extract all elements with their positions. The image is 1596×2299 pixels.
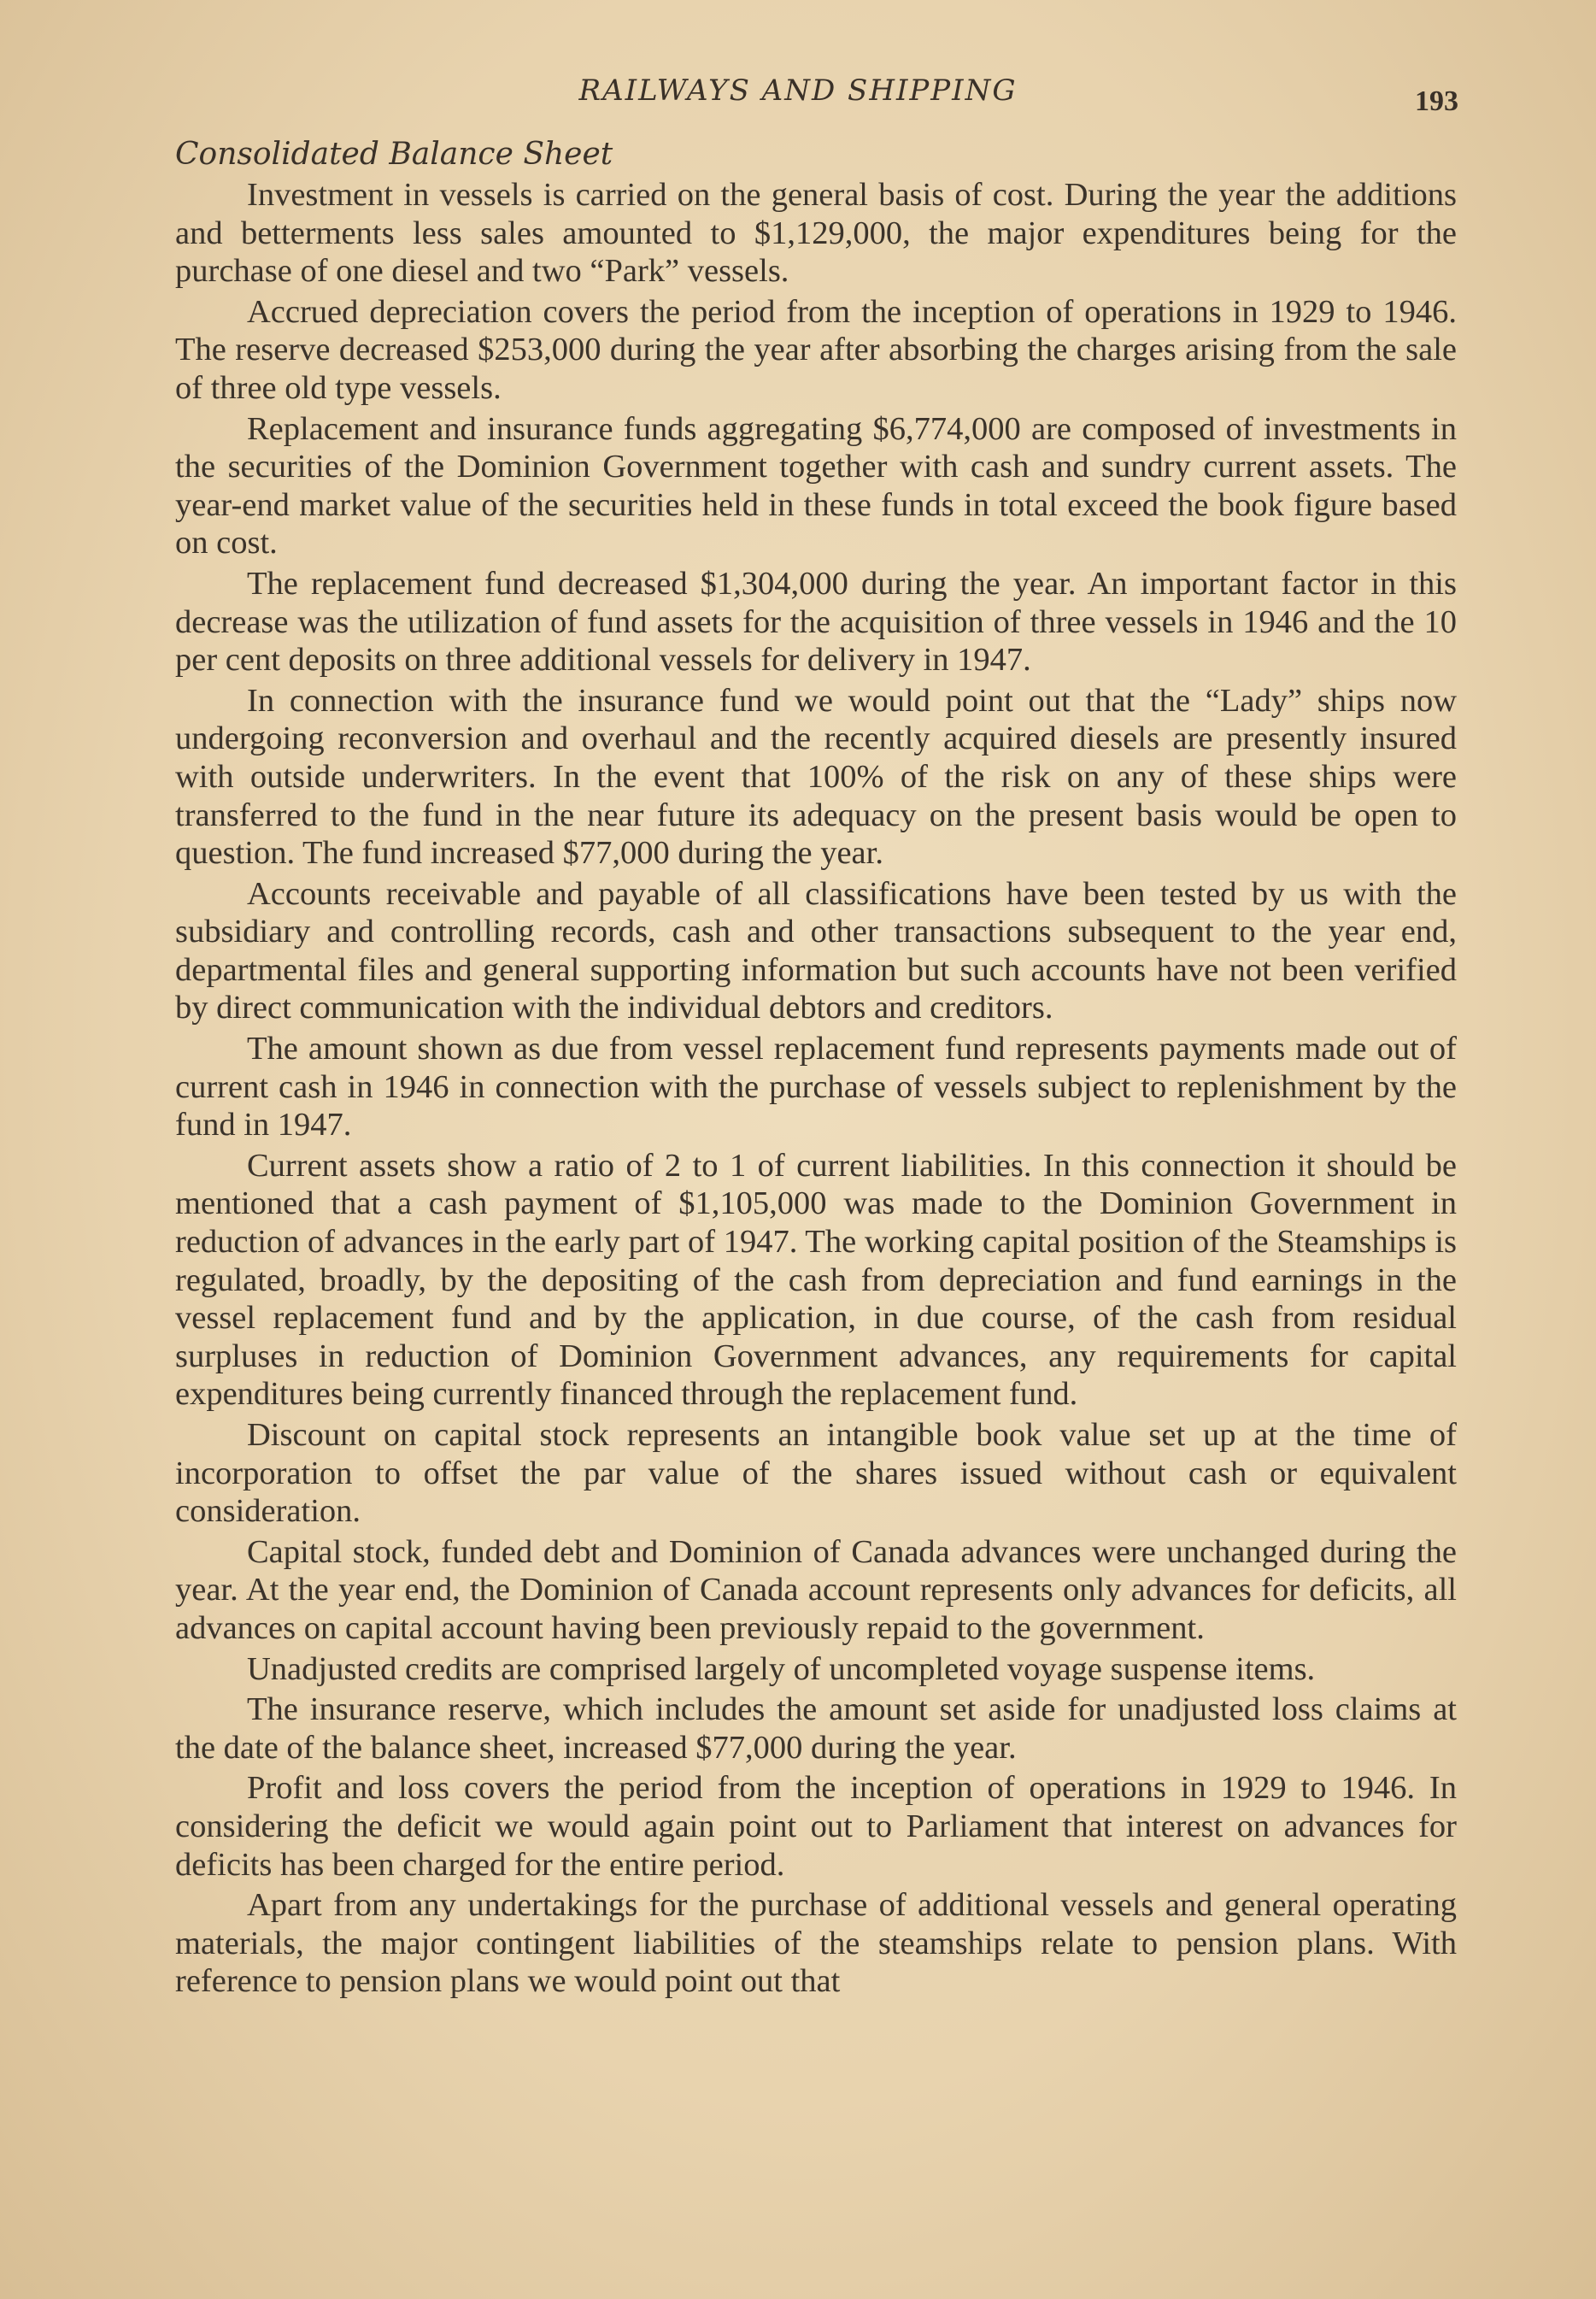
paragraph: Current assets show a ratio of 2 to 1 of current liabilities. In this connection it should be mentioned that a cash payment of $1,105,000 was made to the Dominion Government in reduction of advances in the early part of 1947. The working capital position of the Steamships is regulated, broadly, by the depositing of the cash from depreciation and fund earnings in the vessel replacement fund and by the application, in due course, of the cash from residual surpluses in reduction of Dominion Government advances, any requirements for capital expenditures being currently financed through the replacement fund.	[175, 1147, 1457, 1413]
section-title: Consolidated Balance Sheet	[175, 137, 613, 172]
paragraph: Discount on capital stock represents an intangible book value set up at the time of incorporation to offset the par value of the shares issued without cash or equivalent consideration.	[175, 1417, 1457, 1530]
page-number: 193	[1415, 85, 1458, 117]
paragraph: Profit and loss covers the period from the inception of operations in 1929 to 1946. In considering the deficit we would again point out to Parliament that interest on advances for deficits has been charged for the entire period.	[175, 1770, 1457, 1883]
paragraph: In connection with the insurance fund we would point out that the “Lady” ships now undergoing reconversion and overhaul and the recently acquired diesels are presently insured with outside underwriters. In the event that 100% of the risk on any of these ships were transferred to the fund in the near future its adequacy on the present basis would be open to question. The fund increased $77,000 during the year.	[175, 682, 1457, 872]
paragraph: Capital stock, funded debt and Dominion of Canada advances were unchanged during the year. At the year end, the Dominion of Canada account represents only advances for deficits, all advances on capital account having been previously repaid to the government.	[175, 1533, 1457, 1646]
paragraph: The insurance reserve, which includes the amount set aside for unadjusted loss claims at the date of the balance sheet, increased $77,000 during the year.	[175, 1691, 1457, 1766]
running-title: RAILWAYS AND SHIPPING	[578, 73, 1018, 108]
paragraph: Accrued depreciation covers the period from the inception of operations in 1929 to 1946. The reserve decreased $253,000 during the year after absorbing the charges arising from the sale of three old type vessels.	[175, 293, 1457, 406]
paragraph: Investment in vessels is carried on the general basis of cost. During the year the additions and betterments less sales amounted to $1,129,000, the major expenditures being for the purchase of one diesel and two “Park” vessels.	[175, 177, 1457, 290]
paragraph: Apart from any undertakings for the purchase of additional vessels and general operating materials, the major contingent liabilities of the steamships relate to pension plans. With reference to pension plans we would point out that	[175, 1887, 1457, 2000]
body-text	[175, 176, 1457, 2003]
paragraph: Accounts receivable and payable of all classifications have been tested by us with the subsidiary and controlling records, cash and other transactions subsequent to the year end, departmental files and general supporting information but such accounts have not been verified by direct communication with the individual debtors and creditors.	[175, 875, 1457, 1026]
paragraph: The amount shown as due from vessel replacement fund represents payments made out of current cash in 1946 in connection with the purchase of vessels subject to replenishment by the fund in 1947.	[175, 1031, 1457, 1144]
paragraph: Unadjusted credits are comprised largely of uncompleted voyage suspense items.	[247, 1650, 1316, 1687]
paragraph: Replacement and insurance funds aggregating $6,774,000 are composed of investments in the securities of the Dominion Government together with cash and sundry current assets. The year-end market value of the securities held in these funds in total exceed the book figure based on cost.	[175, 410, 1457, 562]
paragraph: The replacement fund decreased $1,304,000 during the year. An important factor in this decrease was the utilization of fund assets for the acquisition of three vessels in 1946 and the 10 per cent deposits on three additional vessels for delivery in 1947.	[175, 565, 1457, 679]
